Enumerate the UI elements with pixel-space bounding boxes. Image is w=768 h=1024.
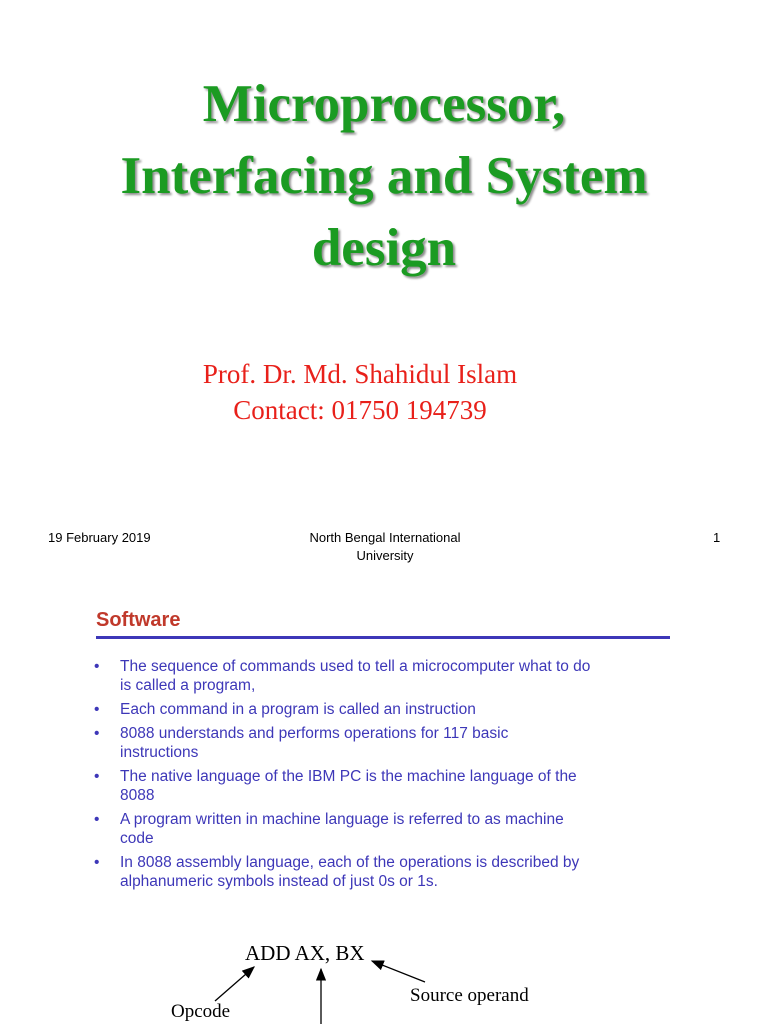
source-operand-label: Source operand — [410, 985, 529, 1006]
bullet-line: 8088 — [120, 787, 155, 804]
heading-underline — [96, 636, 670, 639]
bullet-line: alphanumeric symbols instead of just 0s or 1s. — [120, 873, 438, 890]
section-heading: Software — [96, 609, 181, 631]
bullet-icon: • — [94, 725, 100, 742]
bullet-list — [92, 657, 682, 896]
source-operand-arrow — [372, 961, 425, 982]
list-item — [92, 853, 682, 891]
footer-date: 19 February 2019 — [48, 530, 151, 545]
bullet-icon: • — [94, 811, 100, 828]
list-item — [92, 810, 682, 848]
title-line-2: Interfacing and System — [120, 147, 648, 205]
bullet-icon: • — [94, 701, 100, 718]
bullet-line: The native language of the IBM PC is the machine language of the — [120, 768, 577, 785]
bullet-line: code — [120, 830, 154, 847]
bullet-line: is called a program, — [120, 677, 256, 694]
opcode-arrow — [215, 967, 254, 1001]
list-item — [92, 700, 682, 719]
diagram-arrows — [0, 935, 768, 1024]
bullet-icon: • — [94, 768, 100, 785]
footer-page-number: 1 — [713, 530, 721, 545]
author-contact: Contact: 01750 194739 — [233, 395, 487, 425]
title-line-3: design — [311, 219, 457, 277]
author-block — [0, 356, 720, 428]
software-slide — [0, 585, 768, 1024]
slide-title — [0, 68, 768, 284]
instruction-diagram — [0, 935, 768, 1024]
bullet-line: 8088 understands and performs operations for 117 basic — [120, 725, 509, 742]
footer-university-line-2: University — [356, 548, 414, 563]
bullet-line: In 8088 assembly language, each of the operations is described by — [120, 854, 580, 871]
footer-university-line-1: North Bengal International — [309, 530, 461, 545]
bullet-icon: • — [94, 658, 100, 675]
author-name: Prof. Dr. Md. Shahidul Islam — [202, 359, 518, 389]
bullet-line: A program written in machine language is referred to as machine — [120, 811, 564, 828]
list-item — [92, 657, 682, 695]
list-item — [92, 767, 682, 805]
bullet-line: Each command in a program is called an instruction — [120, 701, 476, 718]
footer-university — [270, 529, 500, 565]
bullet-icon: • — [94, 854, 100, 871]
title-line-1: Microprocessor, — [202, 75, 566, 133]
list-item — [92, 724, 682, 762]
bullet-line: The sequence of commands used to tell a microcomputer what to do — [120, 658, 591, 675]
opcode-label: Opcode — [171, 1001, 231, 1022]
bullet-line: instructions — [120, 744, 199, 761]
instruction-text: ADD AX, BX — [245, 941, 365, 965]
